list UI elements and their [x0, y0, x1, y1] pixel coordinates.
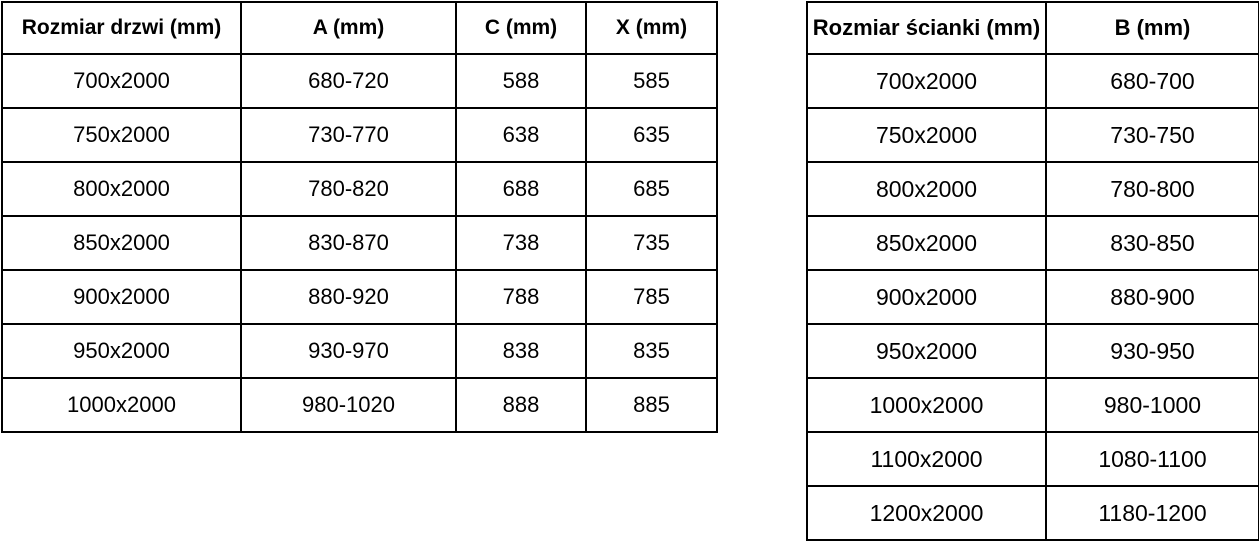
table-row [807, 54, 1259, 108]
table-cell: 588 [456, 54, 586, 108]
table-cell: 930-950 [1046, 324, 1259, 378]
table-cell: 780-800 [1046, 162, 1259, 216]
table-cell: 800x2000 [807, 162, 1046, 216]
table-cell: 1100x2000 [807, 432, 1046, 486]
table-row [2, 378, 717, 432]
table-cell: 830-870 [241, 216, 456, 270]
table-row [807, 108, 1259, 162]
wall-col-header-b: B (mm) [1046, 2, 1259, 54]
table-cell: 635 [586, 108, 717, 162]
table-cell: 900x2000 [807, 270, 1046, 324]
table-cell: 685 [586, 162, 717, 216]
door-table-body [2, 54, 717, 432]
table-cell: 680-700 [1046, 54, 1259, 108]
table-cell: 750x2000 [2, 108, 241, 162]
table-cell: 730-750 [1046, 108, 1259, 162]
table-cell: 750x2000 [807, 108, 1046, 162]
table-cell: 1080-1100 [1046, 432, 1259, 486]
wall-table-header-row [807, 2, 1259, 54]
table-cell: 785 [586, 270, 717, 324]
table-cell: 730-770 [241, 108, 456, 162]
table-cell: 850x2000 [807, 216, 1046, 270]
table-cell: 980-1000 [1046, 378, 1259, 432]
table-cell: 735 [586, 216, 717, 270]
door-col-header-a: A (mm) [241, 2, 456, 54]
table-row [2, 216, 717, 270]
table-cell: 788 [456, 270, 586, 324]
table-cell: 1000x2000 [2, 378, 241, 432]
table-row [807, 432, 1259, 486]
table-cell: 900x2000 [2, 270, 241, 324]
door-table-header-row [2, 2, 717, 54]
table-cell: 688 [456, 162, 586, 216]
door-size-table [1, 1, 718, 433]
table-cell: 1000x2000 [807, 378, 1046, 432]
table-row [807, 486, 1259, 540]
table-cell: 888 [456, 378, 586, 432]
table-cell: 885 [586, 378, 717, 432]
table-cell: 700x2000 [807, 54, 1046, 108]
table-row [2, 108, 717, 162]
table-cell: 780-820 [241, 162, 456, 216]
table-row [2, 324, 717, 378]
table-row [807, 270, 1259, 324]
table-cell: 880-920 [241, 270, 456, 324]
table-row [807, 216, 1259, 270]
wall-table-body [807, 54, 1259, 540]
door-col-header-c: C (mm) [456, 2, 586, 54]
table-cell: 800x2000 [2, 162, 241, 216]
table-cell: 680-720 [241, 54, 456, 108]
table-cell: 835 [586, 324, 717, 378]
table-row [2, 162, 717, 216]
table-cell: 950x2000 [2, 324, 241, 378]
table-cell: 850x2000 [2, 216, 241, 270]
table-cell: 980-1020 [241, 378, 456, 432]
table-row [807, 324, 1259, 378]
wall-size-table [806, 1, 1259, 541]
table-cell: 1180-1200 [1046, 486, 1259, 540]
door-col-header-rozmiar-drzwi: Rozmiar drzwi (mm) [2, 2, 241, 54]
table-cell: 585 [586, 54, 717, 108]
table-cell: 638 [456, 108, 586, 162]
door-col-header-x: X (mm) [586, 2, 717, 54]
table-row [2, 54, 717, 108]
table-row [807, 162, 1259, 216]
table-cell: 930-970 [241, 324, 456, 378]
table-row [2, 270, 717, 324]
table-row [807, 378, 1259, 432]
table-cell: 700x2000 [2, 54, 241, 108]
table-cell: 950x2000 [807, 324, 1046, 378]
wall-col-header-rozmiar-scianki: Rozmiar ścianki (mm) [807, 2, 1046, 54]
table-cell: 738 [456, 216, 586, 270]
table-cell: 880-900 [1046, 270, 1259, 324]
table-cell: 1200x2000 [807, 486, 1046, 540]
table-cell: 838 [456, 324, 586, 378]
table-cell: 830-850 [1046, 216, 1259, 270]
